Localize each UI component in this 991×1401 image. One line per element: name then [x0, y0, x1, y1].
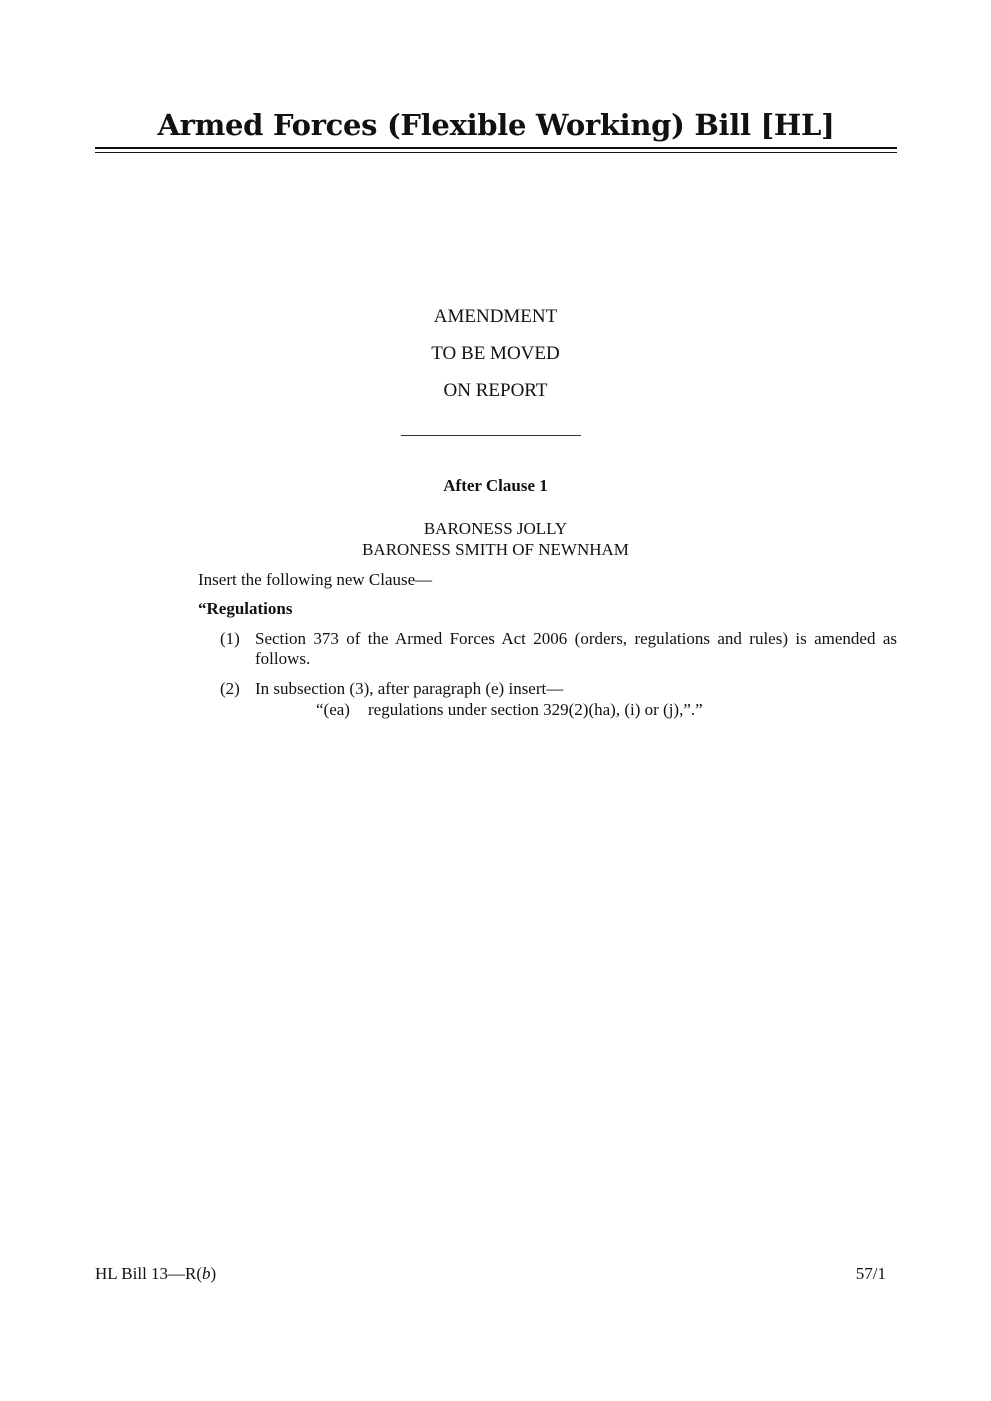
bill-reference-prefix: HL Bill 13—R( — [95, 1264, 203, 1283]
bill-reference — [95, 1263, 216, 1285]
new-clause-heading: “Regulations — [198, 599, 293, 618]
sponsor-name: BARONESS SMITH OF NEWNHAM — [362, 540, 629, 559]
subsection-1 — [220, 629, 897, 669]
bill-reference-suffix: ) — [210, 1264, 217, 1283]
motion-line-amendment: AMENDMENT — [433, 306, 558, 327]
title-double-rule — [95, 147, 897, 153]
page-reference: 57/1 — [855, 1264, 886, 1283]
amendment-instruction: Insert the following new Clause— — [198, 570, 433, 589]
sponsor-name: BARONESS JOLLY — [423, 519, 568, 538]
subsection-2 — [220, 679, 897, 699]
amendment-position: After Clause 1 — [443, 476, 548, 495]
subsection-text: In subsection (3), after paragraph (e) insert— — [255, 679, 564, 698]
bill-reference-italic: b — [202, 1264, 211, 1283]
section-divider — [401, 435, 581, 436]
subsection-number: (1) — [220, 629, 240, 648]
motion-line-to-be-moved: TO BE MOVED — [431, 343, 560, 364]
inserted-paragraph-ea — [316, 700, 703, 720]
motion-line-on-report: ON REPORT — [443, 380, 548, 401]
inserted-paragraph-text: regulations under section 329(2)(ha), (i) or (j),”.” — [368, 700, 703, 719]
inserted-paragraph-label: “(ea) — [316, 700, 350, 719]
subsection-text: Section 373 of the Armed Forces Act 2006 (orders, regulations and rules) is amended as follows. — [255, 629, 897, 668]
bill-title: Armed Forces (Flexible Working) Bill [HL] — [157, 108, 835, 142]
subsection-number: (2) — [220, 679, 240, 698]
